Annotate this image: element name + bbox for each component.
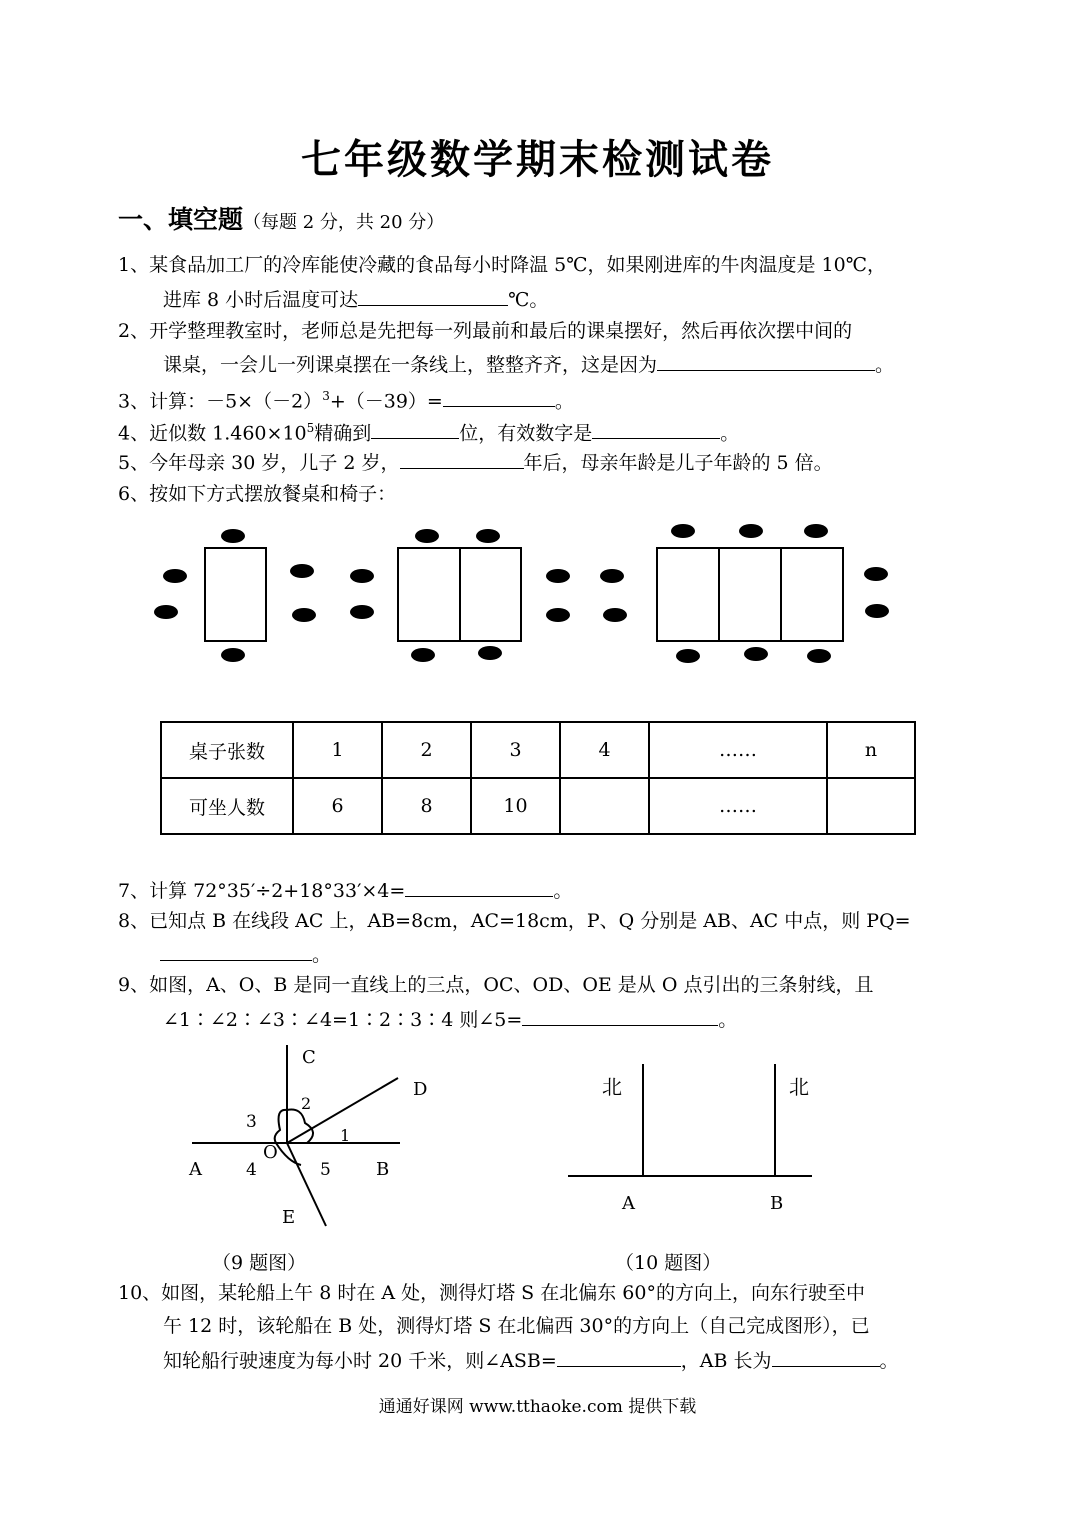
seating-table	[160, 721, 916, 835]
q10-blank-2[interactable]	[772, 1346, 880, 1367]
section-label: 一、填空题	[118, 205, 244, 234]
q3-line	[118, 383, 574, 414]
table-cell: 6	[293, 778, 382, 834]
q8-text: 。	[312, 944, 332, 966]
label-angle-3: 3	[246, 1112, 257, 1132]
chair	[154, 605, 178, 619]
chair	[546, 569, 570, 583]
table-cell: 3	[471, 722, 560, 778]
q5-line	[118, 448, 833, 476]
chair	[411, 648, 435, 662]
q2-line2	[163, 350, 894, 378]
label-C: C	[302, 1047, 316, 1068]
table-cell: 10	[471, 778, 560, 834]
q2-text-b: 。	[875, 354, 895, 376]
chair	[600, 569, 624, 583]
q1-text-b: ℃。	[508, 289, 549, 311]
q5-answer-blank[interactable]	[400, 448, 524, 469]
label-A: A	[189, 1159, 202, 1180]
label-north-B: 北	[789, 1075, 809, 1099]
label-E: E	[282, 1207, 296, 1228]
q4-text-b: 精确到	[314, 422, 372, 445]
table-cell: ……	[649, 778, 827, 834]
chair	[221, 648, 245, 662]
q3-text-b: +（－39）=	[329, 390, 443, 413]
table-answer-cell[interactable]	[560, 778, 649, 834]
q10-text-c: 。	[879, 1350, 899, 1372]
q4-blank-2[interactable]	[592, 418, 720, 439]
q3-text-a: 3、计算：－5×（－2）	[118, 390, 323, 413]
q8-line2	[160, 940, 331, 968]
label-north-A: 北	[602, 1075, 622, 1099]
chair	[546, 608, 570, 622]
q1-text-a: 进库 8 小时后温度可达	[163, 289, 359, 311]
q10-line2: 午 12 时，该轮船在 B 处，测得灯塔 S 在北偏西 30°的方向上（自己完成图形），已	[163, 1315, 870, 1337]
chair	[864, 567, 888, 581]
q9-answer-blank[interactable]	[522, 1005, 718, 1026]
chair	[476, 529, 500, 543]
q2-line1: 2、开学整理教室时，老师总是先把每一列最前和最后的课桌摆好，然后再依次摆中间的	[118, 320, 853, 342]
label-A: A	[622, 1193, 635, 1214]
page-title: 七年级数学期末检测试卷	[301, 137, 774, 183]
q1-line2	[163, 285, 548, 313]
q9-line1: 9、如图，A、O、B 是同一直线上的三点，OC、OD、OE 是从 O 点引出的三条射线，且	[118, 974, 874, 996]
q2-answer-blank[interactable]	[657, 350, 875, 371]
chair	[676, 649, 700, 663]
q7-answer-blank[interactable]	[405, 876, 553, 897]
q5-text-b: 年后，母亲年龄是儿子年龄的 5 倍。	[523, 452, 833, 474]
chair	[221, 529, 245, 543]
q9-line2	[163, 1005, 737, 1033]
q3-exponent: 3	[322, 389, 330, 403]
q9-text-b: 。	[718, 1009, 738, 1031]
table-answer-cell[interactable]	[827, 778, 915, 834]
q8-answer-blank[interactable]	[160, 940, 312, 961]
section-heading	[118, 200, 444, 236]
q10-text-a: 知轮船行驶速度为每小时 20 千米，则∠ASB=	[163, 1350, 557, 1372]
q10-blank-1[interactable]	[557, 1346, 681, 1367]
q10-line1: 10、如图，某轮船上午 8 时在 A 处，测得灯塔 S 在北偏东 60°的方向上，向东行驶至中	[118, 1282, 865, 1304]
q4-text-d: 。	[720, 422, 740, 445]
chair	[478, 646, 502, 660]
figure-10	[560, 1060, 830, 1220]
chair	[415, 529, 439, 543]
arrangement-1	[154, 529, 316, 662]
q3-answer-blank[interactable]	[443, 386, 555, 407]
q6-line: 6、按如下方式摆放餐桌和椅子：	[118, 483, 397, 505]
label-angle-1: 1	[340, 1126, 351, 1145]
table-row	[161, 722, 915, 778]
q1-answer-blank[interactable]	[358, 285, 508, 306]
q7-line	[118, 876, 572, 904]
section-note: （每题 2 分，共 20 分）	[243, 212, 445, 233]
table-cell: 8	[382, 778, 471, 834]
q7-text-a: 7、计算 72°35′÷2+18°33′×4=	[118, 880, 406, 902]
table-cell: 1	[293, 722, 382, 778]
figure-9	[180, 1040, 450, 1230]
q4-text-c: 位，有效数字是	[459, 422, 593, 445]
chair	[807, 649, 831, 663]
q1-line1: 1、某食品加工厂的冷库能使冷藏的食品每小时降温 5℃，如果刚进库的牛肉温度是 10℃，	[118, 254, 886, 276]
table-rect	[657, 548, 843, 641]
label-angle-2: 2	[301, 1094, 312, 1113]
chair	[290, 564, 314, 578]
chair	[671, 524, 695, 538]
tables-chairs-figure	[140, 515, 910, 675]
chair	[804, 524, 828, 538]
q4-exponent: 5	[306, 421, 315, 435]
table-row	[161, 778, 915, 834]
chair	[744, 647, 768, 661]
chair	[603, 608, 627, 622]
chair	[739, 524, 763, 538]
table-cell: ……	[649, 722, 827, 778]
figure-10-caption: （10 题图）	[615, 1252, 722, 1274]
label-O: O	[263, 1142, 278, 1163]
chair	[350, 569, 374, 583]
footer-credit: 通通好课网 www.tthaoke.com 提供下载	[378, 1397, 697, 1417]
q4-blank-1[interactable]	[371, 418, 459, 439]
q4-text-a: 4、近似数 1.460×10	[118, 422, 307, 445]
q10-text-b: ，AB 长为	[680, 1350, 772, 1372]
table-rect	[205, 548, 266, 641]
q9-text-a: ∠1∶∠2∶∠3∶∠4=1∶2∶3∶4 则∠5=	[163, 1009, 523, 1031]
q8-line1: 8、已知点 B 在线段 AC 上，AB=8cm，AC=18cm，P、Q 分别是 AB、AC 中点，则 PQ=	[118, 910, 911, 932]
chair	[865, 604, 889, 618]
chair	[292, 608, 316, 622]
table-cell: n	[827, 722, 915, 778]
label-angle-5: 5	[320, 1160, 331, 1180]
q2-text-a: 课桌，一会儿一列课桌摆在一条线上，整整齐齐，这是因为	[163, 354, 658, 376]
chair	[163, 569, 187, 583]
figure-9-caption: （9 题图）	[212, 1252, 307, 1274]
table-header-cell: 桌子张数	[161, 722, 293, 778]
table-cell: 4	[560, 722, 649, 778]
q7-text-b: 。	[553, 880, 573, 902]
label-B: B	[376, 1159, 390, 1180]
label-angle-4: 4	[246, 1160, 257, 1180]
chair	[350, 605, 374, 619]
label-D: D	[413, 1079, 428, 1100]
arrangement-3	[600, 524, 889, 663]
q10-line3	[163, 1346, 899, 1374]
label-B: B	[770, 1193, 784, 1214]
q3-text-c: 。	[554, 390, 574, 413]
q5-text-a: 5、今年母亲 30 岁，儿子 2 岁，	[118, 452, 400, 474]
arrangement-2	[350, 529, 570, 662]
table-cell: 2	[382, 722, 471, 778]
q4-line	[118, 415, 739, 446]
table-header-cell: 可坐人数	[161, 778, 293, 834]
